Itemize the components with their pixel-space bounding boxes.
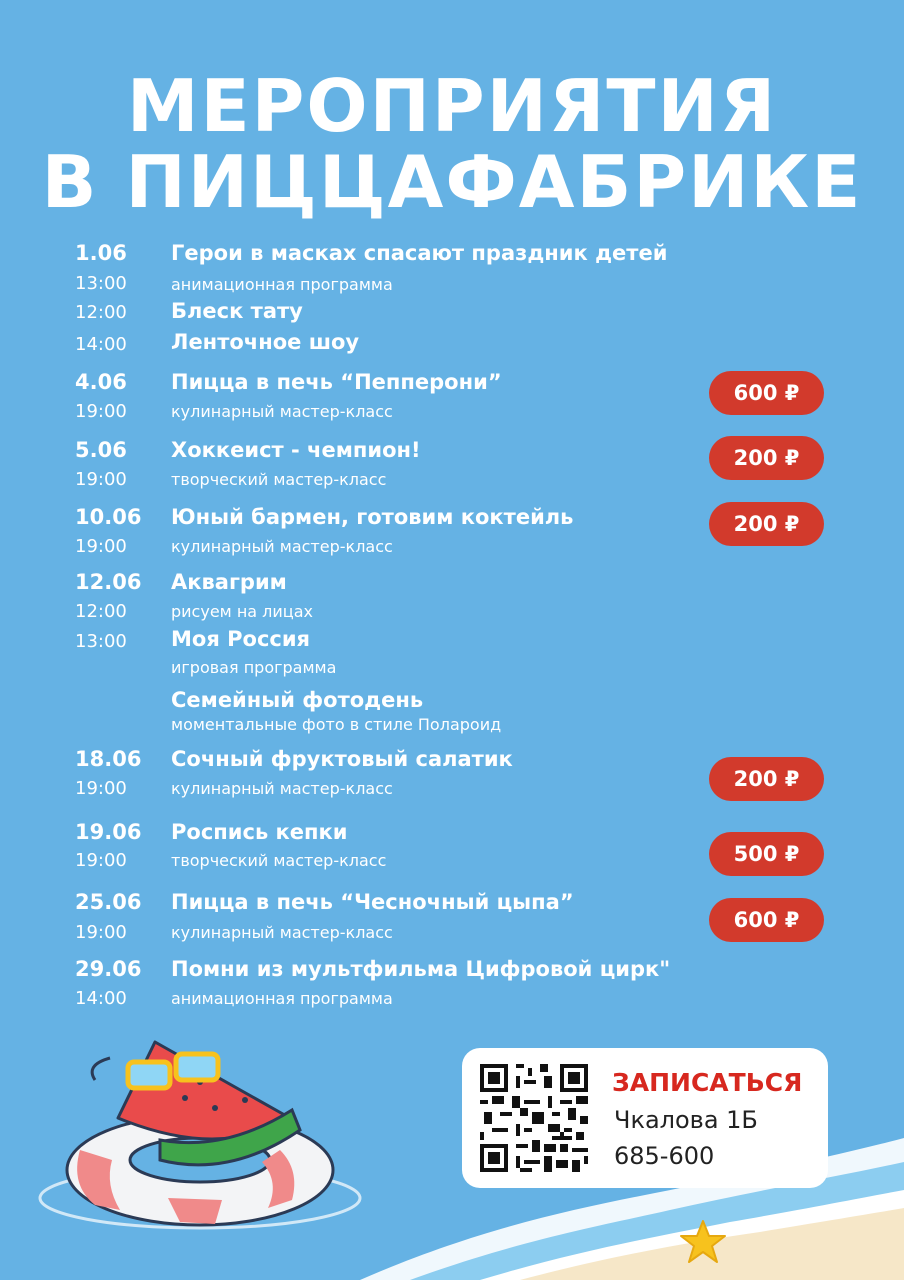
event-time: 19:00: [75, 850, 127, 871]
event-time: 14:00: [75, 334, 127, 355]
event-name: Пицца в печь “Чесночный цыпа”: [171, 890, 574, 914]
event-name: Блеск тату: [171, 299, 303, 323]
event-time: 13:00: [75, 631, 127, 652]
event-name: Хоккеист - чемпион!: [171, 438, 421, 462]
event-type: творческий мастер-класс: [171, 851, 387, 870]
event-date: 18.06: [75, 747, 142, 771]
price-badge: 200 ₽: [709, 502, 824, 546]
event-name: Аквагрим: [171, 570, 287, 594]
title-line-2: В ПИЦЦАФАБРИКЕ: [41, 140, 863, 224]
event-type: кулинарный мастер-класс: [171, 923, 393, 942]
event-time: 12:00: [75, 601, 127, 622]
event-type: анимационная программа: [171, 989, 393, 1008]
event-type: кулинарный мастер-класс: [171, 779, 393, 798]
event-date: 19.06: [75, 820, 142, 844]
event-time: 12:00: [75, 302, 127, 323]
qr-code-icon[interactable]: [480, 1064, 588, 1172]
signup-label[interactable]: ЗАПИСАТЬСЯ: [612, 1068, 803, 1097]
event-type: творческий мастер-класс: [171, 470, 387, 489]
event-type: анимационная программа: [171, 275, 393, 294]
event-date: 25.06: [75, 890, 142, 914]
event-type: игровая программа: [171, 658, 337, 677]
event-time: 13:00: [75, 273, 127, 294]
price-badge: 600 ₽: [709, 371, 824, 415]
event-name: Пицца в печь “Пепперони”: [171, 370, 502, 394]
event-type: кулинарный мастер-класс: [171, 537, 393, 556]
event-type: моментальные фото в стиле Полароид: [171, 715, 502, 734]
event-time: 19:00: [75, 536, 127, 557]
event-date: 29.06: [75, 957, 142, 981]
event-name: Роспись кепки: [171, 820, 348, 844]
event-date: 12.06: [75, 570, 142, 594]
event-name: Помни из мультфильма Цифровой цирк": [171, 957, 671, 981]
event-date: 5.06: [75, 438, 127, 462]
address-text: Чкалова 1Б: [614, 1106, 758, 1134]
event-name: Герои в масках спасают праздник детей: [171, 241, 668, 265]
event-date: 1.06: [75, 241, 127, 265]
price-badge: 200 ₽: [709, 757, 824, 801]
event-time: 19:00: [75, 778, 127, 799]
event-type: рисуем на лицах: [171, 602, 313, 621]
event-name: Юный бармен, готовим коктейль: [171, 505, 574, 529]
price-badge: 600 ₽: [709, 898, 824, 942]
event-date: 10.06: [75, 505, 142, 529]
event-date: 4.06: [75, 370, 127, 394]
event-name: Моя Россия: [171, 627, 311, 651]
price-badge: 500 ₽: [709, 832, 824, 876]
event-name: Сочный фруктовый салатик: [171, 747, 513, 771]
signup-card[interactable]: [462, 1048, 828, 1188]
event-time: 19:00: [75, 469, 127, 490]
event-time: 14:00: [75, 988, 127, 1009]
event-time: 19:00: [75, 401, 127, 422]
event-time: 19:00: [75, 922, 127, 943]
price-badge: 200 ₽: [709, 436, 824, 480]
title-line-1: МЕРОПРИЯТИЯ: [126, 64, 778, 148]
event-type: кулинарный мастер-класс: [171, 402, 393, 421]
event-name: Ленточное шоу: [171, 330, 360, 354]
event-name: Семейный фотодень: [171, 688, 424, 712]
phone-number[interactable]: 685-600: [614, 1142, 715, 1170]
